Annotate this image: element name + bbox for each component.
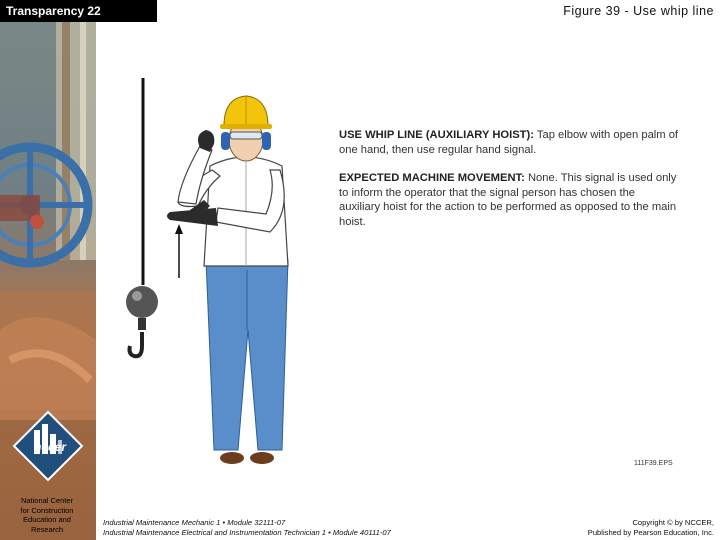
transparency-label: Transparency 22 — [0, 0, 157, 22]
copyright-notice — [588, 518, 714, 538]
figure-title: Figure 39 - Use whip line — [563, 4, 714, 18]
whip-line-hoist — [126, 78, 158, 356]
instruction-paragraph — [339, 128, 679, 157]
signal-person — [167, 96, 288, 464]
organization-name — [6, 496, 88, 534]
org-name-line: for Construction — [20, 505, 74, 515]
logo-text: nccer — [33, 440, 67, 454]
instruction-body: Tap elbow with open palm of one hand, then use regular hand signal. — [339, 129, 679, 156]
instruction-heading: USE WHIP LINE (AUXILIARY HOIST): — [339, 129, 534, 141]
course-reference — [103, 518, 391, 538]
movement-heading: EXPECTED MACHINE MOVEMENT: — [339, 172, 525, 185]
figure-code: 111F39.EPS — [634, 460, 673, 467]
nccer-logo-mark — [12, 410, 84, 482]
nccer-logo — [12, 410, 84, 487]
course-line: Industrial Maintenance Electrical and Instrumentation Technician 1 • Module 40111-07 — [103, 528, 391, 537]
hand-signal-illustration — [120, 70, 320, 475]
signal-description — [339, 128, 679, 244]
movement-body: None. This signal is used only to inform the operator that the signal person has chosen the auxiliary hoist for the action to be performed as opposed to the main hoist. — [339, 172, 677, 228]
org-name-line: Research — [30, 524, 64, 534]
course-line: Industrial Maintenance Mechanic 1 • Module 32111-07 — [103, 518, 286, 527]
copyright-line: Copyright © by NCCER, — [632, 518, 714, 527]
org-name-line: Education and — [23, 515, 71, 524]
org-name-line: National Center — [20, 496, 74, 505]
arrow-up-icon — [175, 224, 183, 278]
copyright-line: Published by Pearson Education, Inc. — [587, 528, 714, 537]
movement-paragraph — [339, 171, 679, 229]
